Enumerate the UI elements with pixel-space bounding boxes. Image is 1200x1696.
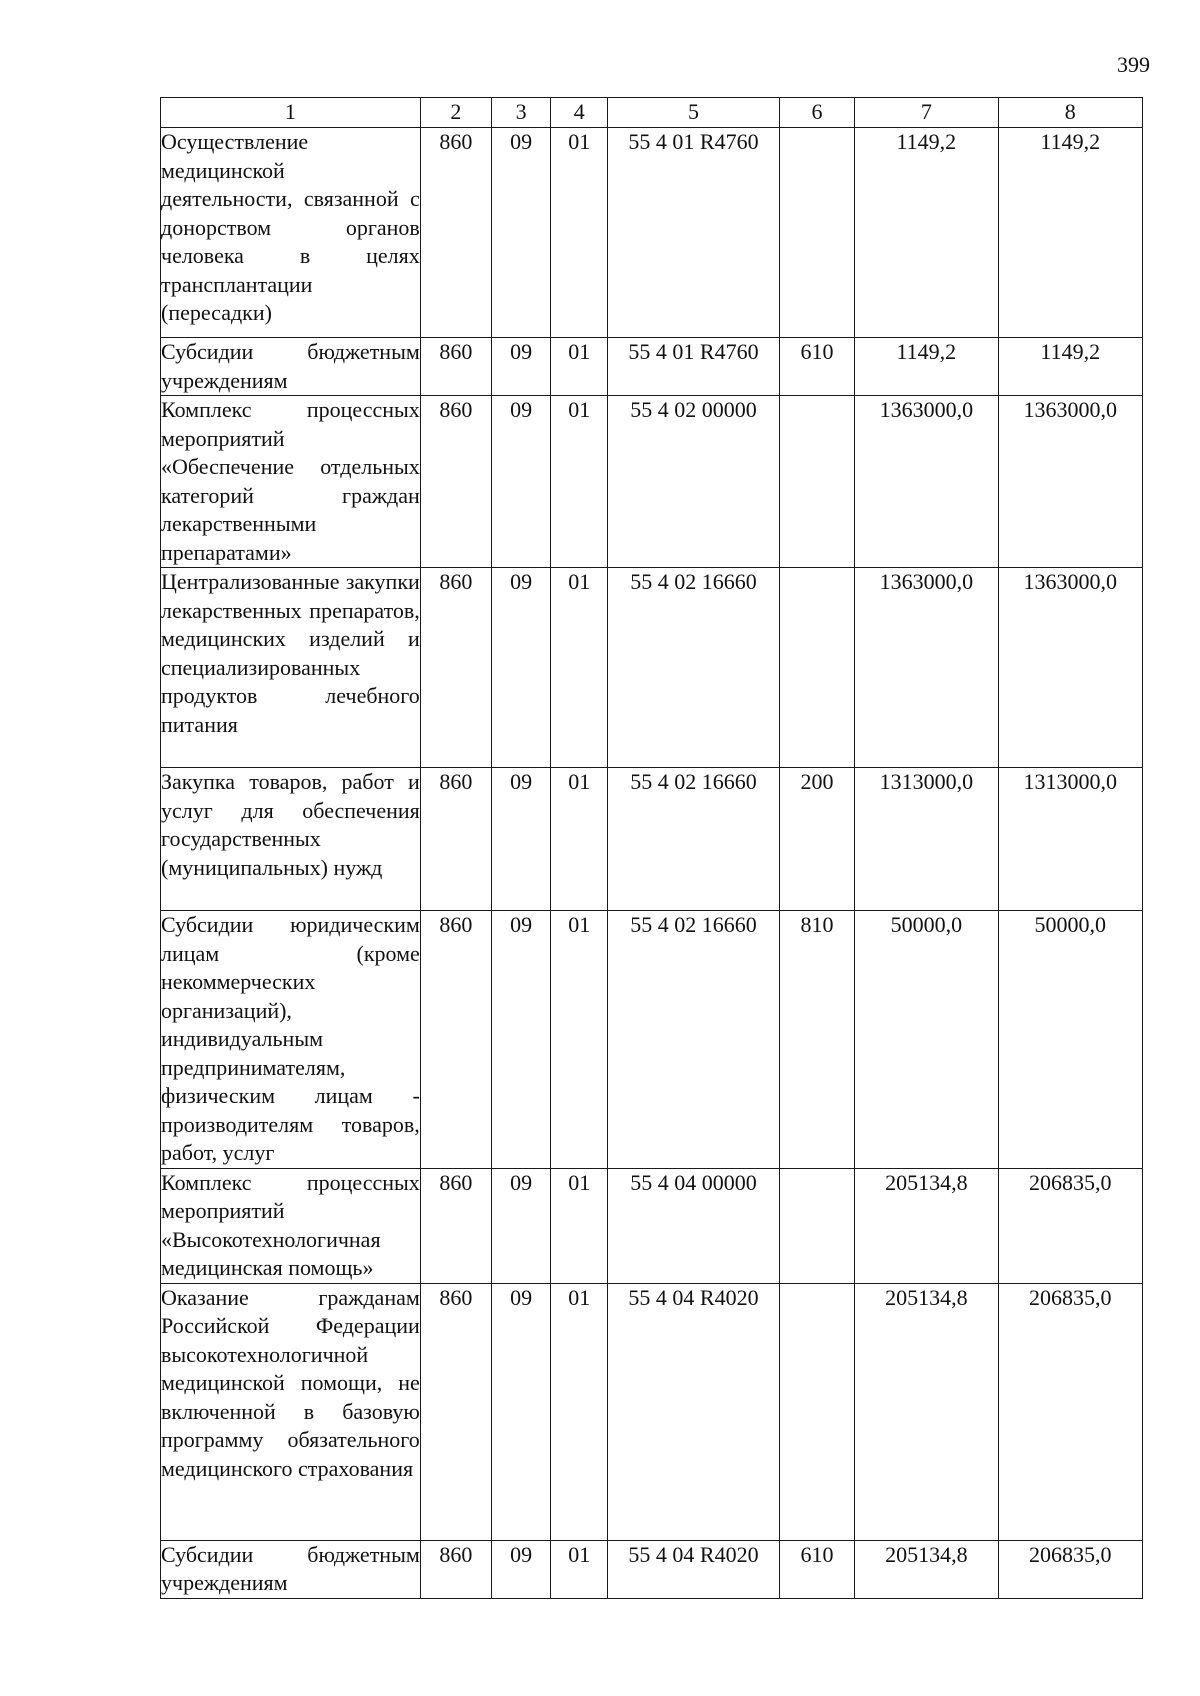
row-value-7: 205134,8 [855, 1168, 998, 1283]
row-name: Субсидии бюджетным учреждениям [161, 338, 421, 396]
table-row [161, 1283, 1143, 1540]
row-code-4: 01 [551, 396, 608, 568]
row-code-2: 860 [420, 1540, 491, 1598]
row-value-8: 1363000,0 [998, 568, 1142, 768]
row-code-2: 860 [420, 1283, 491, 1540]
row-code-3: 09 [491, 396, 550, 568]
row-value-7: 205134,8 [855, 1283, 998, 1540]
row-value-8: 50000,0 [998, 911, 1142, 1169]
row-code-3: 09 [491, 911, 550, 1169]
row-code-3: 09 [491, 128, 550, 338]
row-code-5: 55 4 02 16660 [608, 768, 779, 911]
row-name: Субсидии бюджетным учреждениям [161, 1540, 421, 1598]
row-code-3: 09 [491, 1168, 550, 1283]
header-col-7: 7 [855, 98, 998, 128]
row-code-2: 860 [420, 338, 491, 396]
row-code-4: 01 [551, 768, 608, 911]
row-code-3: 09 [491, 768, 550, 911]
row-code-5: 55 4 01 R4760 [608, 338, 779, 396]
row-code-4: 01 [551, 1168, 608, 1283]
row-code-6: 200 [779, 768, 854, 911]
table-row [161, 338, 1143, 396]
row-code-3: 09 [491, 568, 550, 768]
row-code-3: 09 [491, 338, 550, 396]
row-value-8: 1313000,0 [998, 768, 1142, 911]
row-code-4: 01 [551, 338, 608, 396]
row-code-5: 55 4 04 R4020 [608, 1540, 779, 1598]
row-value-8: 206835,0 [998, 1283, 1142, 1540]
row-value-7: 50000,0 [855, 911, 998, 1169]
row-name: Оказание гражданам Российской Федерации высокотехнологичной медицинской помощи, не включенной в базовую программу обязательного медицинского страхования [161, 1283, 421, 1540]
row-value-8: 206835,0 [998, 1540, 1142, 1598]
row-code-3: 09 [491, 1540, 550, 1598]
header-col-5: 5 [608, 98, 779, 128]
row-value-7: 1313000,0 [855, 768, 998, 911]
row-name: Комплекс процессных мероприятий «Обеспечение отдельных категорий граждан лекарственными препаратами» [161, 396, 421, 568]
row-value-8: 1149,2 [998, 338, 1142, 396]
table-row [161, 768, 1143, 911]
row-code-2: 860 [420, 911, 491, 1169]
table-body [161, 128, 1143, 1599]
row-code-6 [779, 128, 854, 338]
row-code-4: 01 [551, 1283, 608, 1540]
row-value-7: 1363000,0 [855, 396, 998, 568]
table-row [161, 128, 1143, 338]
header-col-4: 4 [551, 98, 608, 128]
row-name: Субсидии юридическим лицам (кроме некоммерческих организаций), индивидуальным предпринимателям, физическим лицам - производителям товаров, работ, услуг [161, 911, 421, 1169]
row-value-7: 1363000,0 [855, 568, 998, 768]
row-value-7: 205134,8 [855, 1540, 998, 1598]
row-name: Централизованные закупки лекарственных препаратов, медицинских изделий и специализированных продуктов лечебного питания [161, 568, 421, 768]
row-code-5: 55 4 02 16660 [608, 911, 779, 1169]
row-code-5: 55 4 01 R4760 [608, 128, 779, 338]
row-code-2: 860 [420, 1168, 491, 1283]
table-row [161, 1168, 1143, 1283]
row-code-5: 55 4 04 R4020 [608, 1283, 779, 1540]
row-value-7: 1149,2 [855, 338, 998, 396]
row-code-2: 860 [420, 128, 491, 338]
row-code-6 [779, 1168, 854, 1283]
row-value-8: 1363000,0 [998, 396, 1142, 568]
row-code-2: 860 [420, 568, 491, 768]
header-col-6: 6 [779, 98, 854, 128]
row-code-4: 01 [551, 1540, 608, 1598]
table-row [161, 396, 1143, 568]
budget-table [160, 97, 1143, 1599]
row-code-5: 55 4 02 00000 [608, 396, 779, 568]
row-value-8: 1149,2 [998, 128, 1142, 338]
table-row [161, 568, 1143, 768]
row-code-6: 810 [779, 911, 854, 1169]
row-name: Комплекс процессных мероприятий «Высокотехнологичная медицинская помощь» [161, 1168, 421, 1283]
row-code-3: 09 [491, 1283, 550, 1540]
header-col-2: 2 [420, 98, 491, 128]
row-code-6: 610 [779, 338, 854, 396]
row-code-4: 01 [551, 568, 608, 768]
row-name: Осуществление медицинской деятельности, связанной с донорством органов человека в целях трансплантации (пересадки) [161, 128, 421, 338]
row-value-7: 1149,2 [855, 128, 998, 338]
row-code-2: 860 [420, 396, 491, 568]
row-code-6 [779, 568, 854, 768]
row-code-6 [779, 396, 854, 568]
row-code-6: 610 [779, 1540, 854, 1598]
table-header [161, 98, 1143, 128]
row-code-5: 55 4 04 00000 [608, 1168, 779, 1283]
row-code-2: 860 [420, 768, 491, 911]
row-name: Закупка товаров, работ и услуг для обеспечения государственных (муниципальных) нужд [161, 768, 421, 911]
header-row [161, 98, 1143, 128]
header-col-3: 3 [491, 98, 550, 128]
row-value-8: 206835,0 [998, 1168, 1142, 1283]
row-code-4: 01 [551, 128, 608, 338]
row-code-4: 01 [551, 911, 608, 1169]
row-code-6 [779, 1283, 854, 1540]
table-row [161, 1540, 1143, 1598]
row-code-5: 55 4 02 16660 [608, 568, 779, 768]
header-col-8: 8 [998, 98, 1142, 128]
page-number: 399 [1117, 52, 1150, 77]
header-col-1: 1 [161, 98, 421, 128]
table-row [161, 911, 1143, 1169]
